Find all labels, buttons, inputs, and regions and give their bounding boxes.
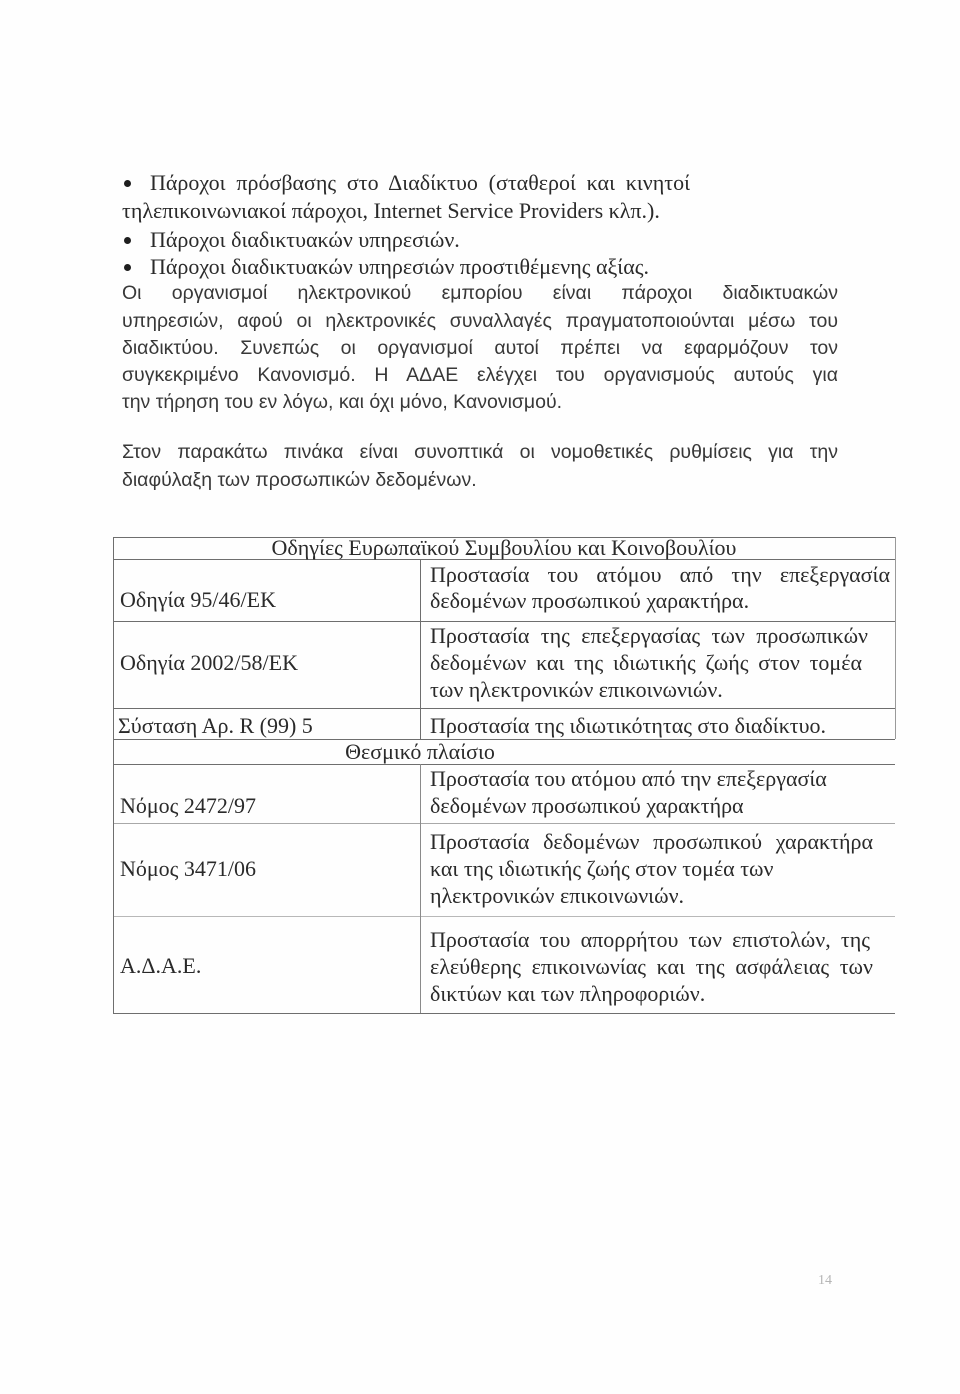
table-cell-name: Νόμος 3471/06	[120, 856, 257, 881]
table-cell-description-line: Προστασία δεδομένων προσωπικού χαρακτήρα	[430, 829, 873, 854]
paragraph-line: υπηρεσιών, αφού οι ηλεκτρονικές συναλλαγές πραγματοποιούνται μέσω του	[122, 310, 838, 332]
table-cell-description-line: ηλεκτρονικών επικοινωνιών.	[430, 883, 685, 908]
bullet-dot	[124, 264, 131, 271]
paragraph-line: Οι οργανισμοί ηλεκτρονικού εμπορίου είναι πάροχοι διαδικτυακών	[122, 282, 838, 304]
table-cell-description-line: δεδομένων προσωπικού χαρακτήρα	[430, 793, 744, 818]
table-section-title-eu: Οδηγίες Ευρωπαϊκού Συμβουλίου και Κοινοβουλίου	[271, 535, 737, 560]
table-border	[113, 739, 895, 740]
table-border	[113, 916, 895, 917]
paragraph-line: Στον παρακάτω πινάκα είναι συνοπτικά οι νομοθετικές ρυθμίσεις για την	[122, 441, 838, 463]
bullet-item-line: Πάροχοι πρόσβασης στο Διαδίκτυο (σταθεροί και κινητοί	[150, 170, 690, 195]
paragraph-line: την τήρηση του εν λόγω, και όχι μόνο, Κανονισμού.	[122, 391, 563, 413]
table-cell-description-line: ελεύθερης επικοινωνίας και της ασφάλειας των	[430, 954, 873, 979]
table-cell-name: Οδηγία 2002/58/ΕΚ	[120, 650, 298, 675]
table-border	[113, 708, 895, 709]
paragraph-line: διαφύλαξη των προσωπικών δεδομένων.	[122, 469, 477, 491]
table-border	[113, 1013, 895, 1014]
bullet-dot	[124, 180, 131, 187]
table-cell-description-line: των ηλεκτρονικών επικοινωνιών.	[430, 677, 723, 702]
table-cell-name: Α.Δ.Α.Ε.	[120, 953, 202, 978]
table-cell-name: Σύσταση Αρ. R (99) 5	[118, 713, 313, 738]
table-cell-description-line: δικτύων και των πληροφοριών.	[430, 981, 706, 1006]
table-border	[113, 537, 114, 1013]
table-border	[113, 823, 895, 824]
table-cell-description-line: δεδομένων προσωπικού χαρακτήρα.	[430, 588, 750, 613]
table-cell-description-line: Προστασία της ιδιωτικότητας στο διαδίκτυο.	[430, 713, 827, 738]
paragraph-line: διαδικτύου. Συνεπώς οι οργανισμοί αυτοί πρέπει να εφαρμόζουν τον	[122, 337, 838, 359]
table-cell-description-line: Προστασία του ατόμου από την επεξεργασία	[430, 562, 890, 587]
bullet-item-line: τηλεπικοινωνιακοί πάροχοι, Internet Service Providers κλπ.).	[122, 198, 660, 223]
bullet-dot	[124, 237, 131, 244]
bullet-item-line: Πάροχοι διαδικτυακών υπηρεσιών.	[150, 227, 460, 252]
bullet-item-line: Πάροχοι διαδικτυακών υπηρεσιών προστιθέμενης αξίας.	[150, 254, 649, 279]
table-border	[113, 621, 895, 622]
table-border	[420, 764, 421, 1013]
paragraph-line: συγκεκριμένο Κανονισμό. Η ΑΔΑΕ ελέγχει του οργανισμούς αυτούς για	[122, 364, 838, 386]
table-section-title-national: Θεσμικό πλαίσιο	[345, 739, 495, 764]
table-cell-description-line: Προστασία της επεξεργασίας των προσωπικών	[430, 623, 868, 648]
table-cell-description-line: Προστασία του ατόμου από την επεξεργασία	[430, 766, 827, 791]
table-cell-name: Νόμος 2472/97	[120, 793, 257, 818]
page-number: 14	[818, 1273, 832, 1288]
table-cell-description-line: δεδομένων και της ιδιωτικής ζωής στον τομέα	[430, 650, 862, 675]
table-border	[895, 537, 896, 739]
table-cell-description-line: και της ιδιωτικής ζωής στον τομέα των	[430, 856, 774, 881]
table-border	[113, 764, 895, 765]
table-cell-description-line: Προστασία του απορρήτου των επιστολών, της	[430, 927, 870, 952]
table-border	[420, 559, 421, 739]
table-cell-name: Οδηγία 95/46/ΕΚ	[120, 587, 276, 612]
